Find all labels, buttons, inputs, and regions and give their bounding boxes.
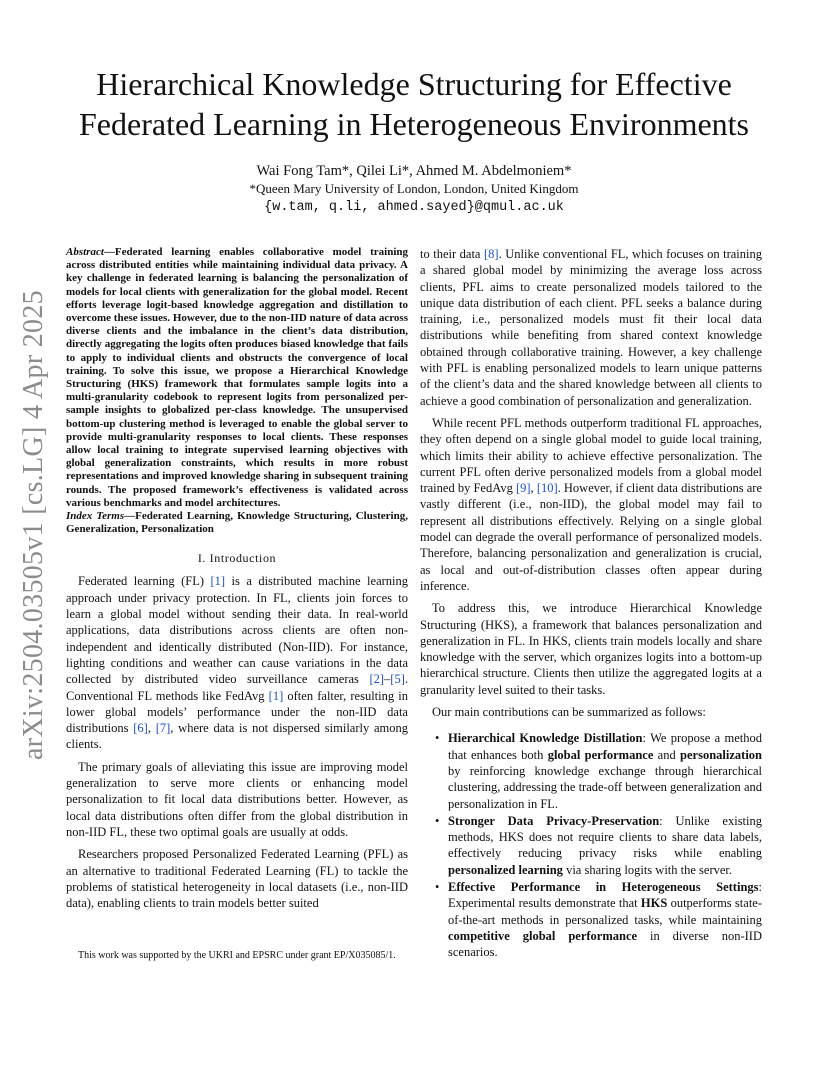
text-run: , [147,721,156,736]
abstract [66,246,408,510]
arxiv-identifier: arXiv:2504.03505v1 [cs.LG] 4 Apr 2025 [18,290,49,760]
introduction-left-text [66,573,408,911]
paragraph [66,573,408,752]
footnote [66,949,408,962]
text-run: While recent PFL methods outperform traditional FL approaches, they often depend on a single global model to guide local training, which limits their ability to achieve effective personalization. The current PFL often derive personalized models from a global model trained by FedAvg [420,415,762,496]
text-run: To address this, we introduce Hierarchical Knowledge Structuring (HKS), a framework that balances personalization and generalization in FL. In HKS, clients train models locally and share knowledge with the server, which organizes logits into a bottom-up hierarchical structure. Clients then utilize the aggregated logits at a granularity level suited to their tasks. [420,601,762,697]
text-run: to their data [420,247,484,261]
bold-phrase: Stronger Data Privacy-Preservation [448,813,660,828]
text-run: outperforms state-of-the-art methods in personalized tasks, while maintaining [448,896,762,927]
text-run: , [530,481,537,496]
text-run: Researchers proposed Personalized Federated Learning (PFL) as an alternative to traditional Federated Learning (FL) to tackle the problems of statistical heterogeneity in local datasets (i.e., non-IID data), enabling clients to train models better suited [66,847,408,911]
citation-link[interactable]: [8] [484,247,499,261]
paragraph [66,759,408,840]
contribution-item [448,813,762,878]
citation-link[interactable]: [1] [268,688,284,703]
title-line-2: Federated Learning in Heterogeneous Environments [79,106,749,142]
text-run: . Conventional FL methods like FedAvg [66,672,408,703]
paragraph [420,600,762,698]
paragraph [420,415,762,594]
footnote-text: This work was supported by the UKRI and EPSRC under grant EP/X035085/1. [78,950,396,961]
paragraph [420,246,762,409]
paragraph [66,846,408,911]
text-run: : We propose a method that enhances both [448,731,762,762]
text-run: : Experimental results demonstrate that [448,879,762,911]
bold-phrase: HKS [640,896,668,911]
text-run: and [653,747,681,762]
citation-link[interactable]: [6] [133,721,148,736]
text-run: often falter, resulting in lower global models’ performance under the non-IID data distributions [66,688,408,736]
text-run: Federated learning (FL) [78,574,211,589]
citation-link[interactable]: [7] [155,721,171,736]
text-run: : Unlike existing methods, HKS does not require clients to share data labels, effectively reducing privacy risks while enabling [448,813,763,861]
text-run: by reinforcing knowledge exchange through hierarchical clustering, addressing the trade-off between generalization and personalization in FL. [448,763,762,811]
section-heading-introduction: I. Introduction [197,551,277,566]
paragraph [420,704,762,720]
citation-link[interactable]: [10] [536,481,558,496]
index-terms-text: —Federated Learning, Knowledge Structuring, Clustering, Generalization, Personalization [66,510,408,536]
author-list: Wai Fong Tam*, Qilei Li*, Ahmed M. Abdelmoniem* [256,163,572,179]
text-run: is a distributed machine learning approach under privacy protection. In FL, clients join forces to learn a global model without sending their data. In real-world applications, data distributions across clients are often non-independent and identically distributed (Non-IID). For instance, lighting conditions and weather can cause variations in the data collected by distributed video surveillance cameras [66,574,408,687]
bold-phrase: Hierarchical Knowledge Distillation [448,731,643,746]
bold-phrase: competitive global performance [448,928,638,943]
left-column [66,246,408,917]
bold-phrase: Effective Performance in Heterogeneous Settings [448,879,759,894]
abstract-label: Abstract [66,246,104,258]
text-run: Our main contributions can be summarized as follows: [432,705,706,720]
author-emails: {w.tam, q.li, ahmed.sayed}@qmul.ac.uk [264,200,564,215]
title-line-1: Hierarchical Knowledge Structuring for Effective [96,66,732,102]
contribution-item [448,879,762,960]
citation-link[interactable]: [2] [369,672,385,687]
contribution-item [448,730,762,811]
citation-link[interactable]: [9] [515,481,531,496]
text-run: . Unlike conventional FL, which focuses on training a shared global model by minimizing the average loss across clients, PFL aims to create personalized models tailored to the unique data distribution of each client. PFL seeks a balance during training, i.e., personalized models must fit their local data distributions while benefiting from shared context knowledge obtained through collaborative training. However, a key challenge with PFL is enabling personalized models to learn unique patterns of the client’s data and the shared knowledge between all clients to achieve a good combination of personalization and generalization. [420,247,763,408]
text-run: . However, if client data distributions are vastly different (i.e., non-IID), the global model may fail to represent all distributions effectively. Relying on a single global model can degrade the overall performance of personalized models. Therefore, balancing personalization and generalization is crucial, as local and out-of-distribution classes often appear during inference. [420,481,763,593]
citation-link[interactable]: [5] [390,672,405,687]
bold-phrase: global performance [547,747,654,762]
contributions-list [420,730,762,960]
bold-phrase: personalization [680,747,762,762]
text-run: – [384,672,391,687]
text-run: , where data is not dispersed similarly among clients. [66,721,408,752]
introduction-right-text [420,246,762,720]
paper-title [60,64,768,144]
text-run: via sharing logits with the server. [562,862,733,877]
citation-link[interactable]: [1] [210,574,226,589]
abstract-text: —Federated learning enables collaborative model training across distributed entities while maintaining individual data privacy. A key challenge in federated learning is balancing the personalization of models for local clients with generalization for the global model. Recent efforts leverage logit-based knowledge aggregation and distillation to overcome these issues. However, due to the non-IID nature of data across diverse clients and the imbalance in the client’s data distribution, directly aggregating the logits often produces biased knowledge that fails to apply to individual clients and obstructs the convergence of local training. To solve this issue, we propose a Hierarchical Knowledge Structuring (HKS) framework that formulates sample logits into a multi-granularity codebook to represent logits from personalized per-sample insights to globalized per-class knowledge. The unsupervised bottom-up clustering method is leveraged to enable the global server to provide multi-granularity responses to local clients. These responses allow local training to integrate supervised learning objectives with global generalization constraints, which results in more robust representations and improved knowledge sharing in subsequent training rounds. The proposed framework’s effectiveness is validated across various benchmarks and model architectures. [66,246,408,509]
text-run: The primary goals of alleviating this issue are improving model generalization to serve more clients or enhancing model personalization to fit local data distributions better. However, as local data distributions often differ from the global distribution in non-IID FL, these two optimal goals are usually at odds. [66,759,408,839]
text-run: in diverse non-IID scenarios. [448,928,762,960]
bold-phrase: personalized learning [448,862,563,877]
index-terms [66,510,408,536]
affiliation: *Queen Mary University of London, London, United Kingdom [249,181,579,196]
right-column [420,246,762,961]
index-terms-label: Index Terms [66,510,125,523]
